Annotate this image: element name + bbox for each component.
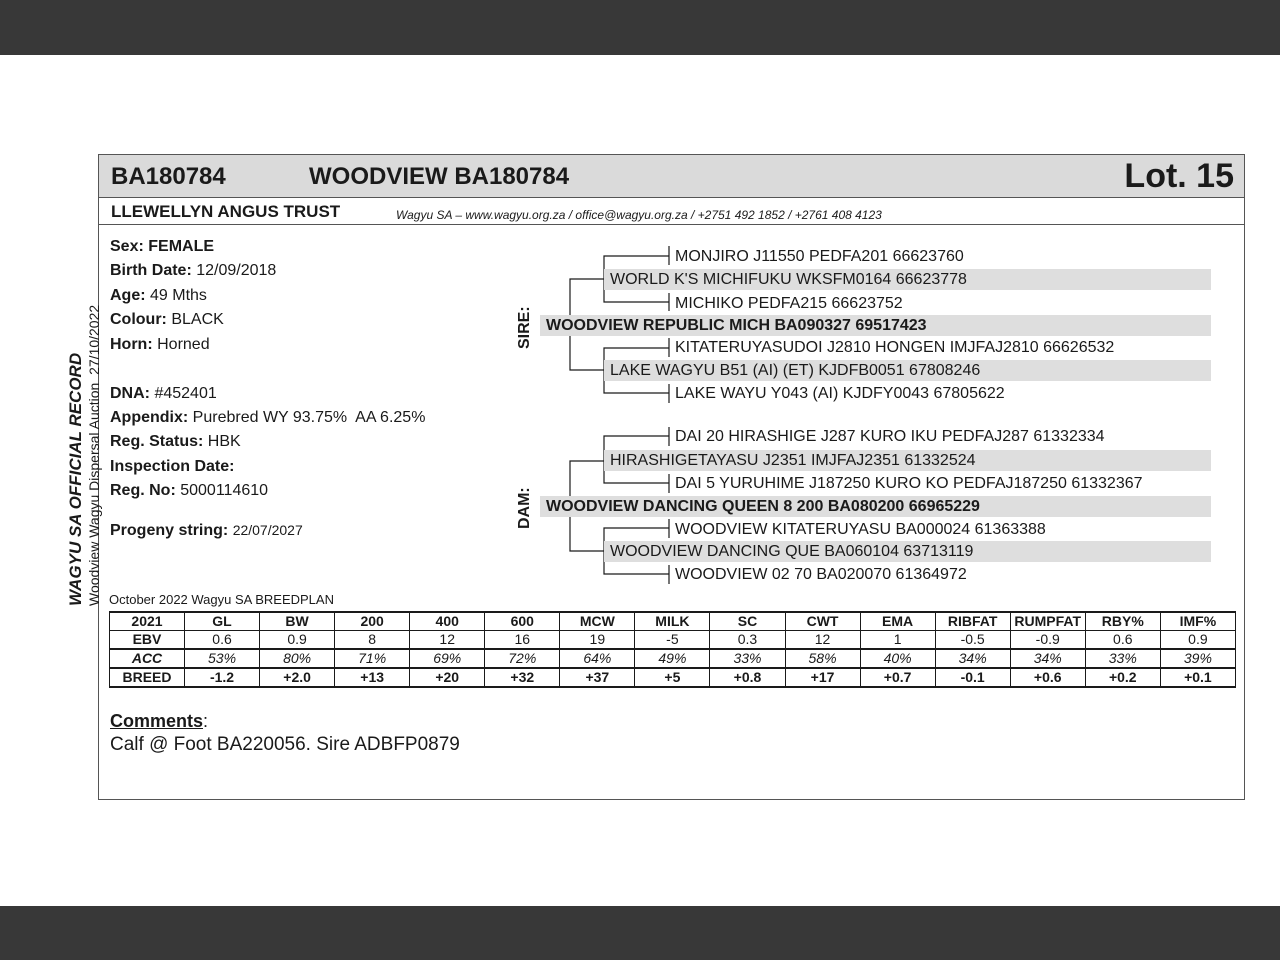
table-cell: MCW xyxy=(560,612,635,631)
reg-no-row xyxy=(110,482,268,500)
official-record-subtitle: Woodview Wagyu Dispersal Auction 27/10/2022 xyxy=(86,304,102,606)
inspection-row xyxy=(110,458,234,476)
table-cell: 0.6 xyxy=(185,631,260,650)
table-cell: +0.1 xyxy=(1160,668,1235,687)
appendix-value: Purebred WY 93.75% AA 6.25% xyxy=(192,409,426,426)
breedplan-header-row xyxy=(110,612,1236,631)
breedplan-table xyxy=(109,611,1236,688)
table-cell: EMA xyxy=(860,612,935,631)
official-record-title: WAGYU SA OFFICIAL RECORD xyxy=(66,352,85,606)
lot-card xyxy=(98,154,1245,800)
table-cell: -5 xyxy=(635,631,710,650)
table-cell: 1 xyxy=(860,631,935,650)
official-record-stamp xyxy=(66,305,102,606)
comments-heading: Comments: xyxy=(110,711,209,731)
reg-no-value: 5000114610 xyxy=(180,482,269,499)
sex-row xyxy=(110,238,214,256)
sire-sire-dam: MICHIKO PEDFA215 66623752 xyxy=(675,295,903,312)
table-cell: MILK xyxy=(635,612,710,631)
table-cell: 2021 xyxy=(110,612,185,631)
table-cell: 0.9 xyxy=(1160,631,1235,650)
table-cell: +2.0 xyxy=(260,668,335,687)
card-header xyxy=(99,155,1244,198)
dam-label: DAM: xyxy=(516,487,533,529)
table-cell: 19 xyxy=(560,631,635,650)
dam-sire: HIRASHIGETAYASU J2351 IMJFAJ2351 61332524 xyxy=(604,450,1211,471)
horn-value: Horned xyxy=(157,336,210,353)
table-cell: 58% xyxy=(785,649,860,668)
table-cell: RUMPFAT xyxy=(1010,612,1085,631)
colour-label: Colour: xyxy=(110,311,167,328)
breedplan-acc-row xyxy=(110,649,1236,668)
table-cell: RBY% xyxy=(1085,612,1160,631)
table-cell: SC xyxy=(710,612,785,631)
table-cell: 39% xyxy=(1160,649,1235,668)
reg-id: BA180784 xyxy=(111,163,226,190)
table-cell: ACC xyxy=(110,649,185,668)
table-cell: 600 xyxy=(485,612,560,631)
table-cell: 16 xyxy=(485,631,560,650)
comments-label: Comments xyxy=(110,711,204,731)
table-cell: RIBFAT xyxy=(935,612,1010,631)
reg-no-label: Reg. No: xyxy=(110,482,176,499)
birth-row xyxy=(110,262,276,280)
dna-label: DNA: xyxy=(110,385,150,402)
table-cell: 80% xyxy=(260,649,335,668)
table-cell: GL xyxy=(185,612,260,631)
table-cell: 33% xyxy=(710,649,785,668)
animal-name: WOODVIEW BA180784 xyxy=(309,163,570,190)
table-cell: -1.2 xyxy=(185,668,260,687)
table-cell: -0.5 xyxy=(935,631,1010,650)
bottom-bar xyxy=(0,906,1280,960)
table-cell: 12 xyxy=(410,631,485,650)
table-cell: 200 xyxy=(335,612,410,631)
table-cell: 69% xyxy=(410,649,485,668)
table-cell: +0.6 xyxy=(1010,668,1085,687)
table-cell: 53% xyxy=(185,649,260,668)
table-cell: +0.8 xyxy=(710,668,785,687)
table-cell: CWT xyxy=(785,612,860,631)
horn-row xyxy=(110,336,210,354)
sire-dam-dam: LAKE WAYU Y043 (AI) KJDFY0043 67805622 xyxy=(675,385,1005,402)
dam-dam: WOODVIEW DANCING QUE BA060104 63713119 xyxy=(604,541,1211,562)
reg-status-value: HBK xyxy=(207,433,241,450)
dam-sire-dam: DAI 5 YURUHIME J187250 KURO KO PEDFAJ187250 61332367 xyxy=(675,475,1143,492)
table-cell: 40% xyxy=(860,649,935,668)
table-cell: 34% xyxy=(1010,649,1085,668)
contact-info: Wagyu SA – www.wagyu.org.za / office@wagyu.org.za / +2751 492 1852 / +2761 408 4123 xyxy=(396,208,882,222)
table-cell: 8 xyxy=(335,631,410,650)
table-cell: +17 xyxy=(785,668,860,687)
age-row xyxy=(110,287,207,305)
table-cell: +0.7 xyxy=(860,668,935,687)
table-cell: -0.1 xyxy=(935,668,1010,687)
dam-sire-sire: DAI 20 HIRASHIGE J287 KURO IKU PEDFAJ287 61332334 xyxy=(675,428,1105,445)
breedplan-breed-row xyxy=(110,668,1236,687)
colour-row xyxy=(110,311,224,329)
horn-label: Horn: xyxy=(110,336,153,353)
table-cell: BW xyxy=(260,612,335,631)
table-cell: 0.6 xyxy=(1085,631,1160,650)
table-cell: +32 xyxy=(485,668,560,687)
age-value: 49 Mths xyxy=(150,287,207,304)
sire-label: SIRE: xyxy=(516,306,533,349)
table-cell: 0.9 xyxy=(260,631,335,650)
reg-status-row xyxy=(110,433,241,451)
owner-name: LLEWELLYN ANGUS TRUST xyxy=(111,202,341,221)
dna-row xyxy=(110,385,217,403)
appendix-label: Appendix: xyxy=(110,409,189,426)
table-cell: BREED xyxy=(110,668,185,687)
breedplan-ebv-row xyxy=(110,631,1236,650)
table-cell: 400 xyxy=(410,612,485,631)
table-cell: 64% xyxy=(560,649,635,668)
sex-value: FEMALE xyxy=(148,238,215,255)
progeny-label: Progeny string: xyxy=(110,522,229,539)
sire-dam: LAKE WAGYU B51 (AI) (ET) KJDFB0051 67808246 xyxy=(604,360,1211,381)
sire-dam-sire: KITATERUYASUDOI J2810 HONGEN IMJFAJ2810 66626532 xyxy=(675,339,1115,356)
birth-value: 12/09/2018 xyxy=(196,262,277,279)
table-cell: +37 xyxy=(560,668,635,687)
table-cell: +0.2 xyxy=(1085,668,1160,687)
age-label: Age: xyxy=(110,287,146,304)
table-cell: 72% xyxy=(485,649,560,668)
table-cell: 0.3 xyxy=(710,631,785,650)
sire-sire: WORLD K'S MICHIFUKU WKSFM0164 66623778 xyxy=(604,269,1211,290)
table-cell: 34% xyxy=(935,649,1010,668)
comments-text: Calf @ Foot BA220056. Sire ADBFP0879 xyxy=(110,734,460,755)
table-cell: 71% xyxy=(335,649,410,668)
appendix-row xyxy=(110,409,425,427)
owner-bar xyxy=(99,198,1244,225)
breedplan-title: October 2022 Wagyu SA BREEDPLAN xyxy=(109,592,334,607)
sire-sire-sire: MONJIRO J11550 PEDFA201 66623760 xyxy=(675,248,964,265)
lot-number: Lot. 15 xyxy=(1124,157,1234,195)
progeny-row xyxy=(110,522,303,540)
birth-label: Birth Date: xyxy=(110,262,192,279)
table-cell: +5 xyxy=(635,668,710,687)
dam-dam-dam: WOODVIEW 02 70 BA020070 61364972 xyxy=(675,566,967,583)
table-cell: EBV xyxy=(110,631,185,650)
top-bar xyxy=(0,0,1280,55)
reg-status-label: Reg. Status: xyxy=(110,433,204,450)
sire: WOODVIEW REPUBLIC MICH BA090327 69517423 xyxy=(540,315,1211,336)
dam: WOODVIEW DANCING QUEEN 8 200 BA080200 66965229 xyxy=(540,496,1211,517)
colour-value: BLACK xyxy=(171,311,224,328)
table-cell: 33% xyxy=(1085,649,1160,668)
inspection-label: Inspection Date: xyxy=(110,458,235,475)
table-cell: 12 xyxy=(785,631,860,650)
sex-label: Sex: xyxy=(110,238,144,255)
table-cell: +13 xyxy=(335,668,410,687)
progeny-value: 22/07/2027 xyxy=(232,522,303,538)
table-cell: 49% xyxy=(635,649,710,668)
table-cell: +20 xyxy=(410,668,485,687)
table-cell: -0.9 xyxy=(1010,631,1085,650)
dam-dam-sire: WOODVIEW KITATERUYASU BA000024 61363388 xyxy=(675,521,1046,538)
table-cell: IMF% xyxy=(1160,612,1235,631)
dna-value: #452401 xyxy=(154,385,217,402)
